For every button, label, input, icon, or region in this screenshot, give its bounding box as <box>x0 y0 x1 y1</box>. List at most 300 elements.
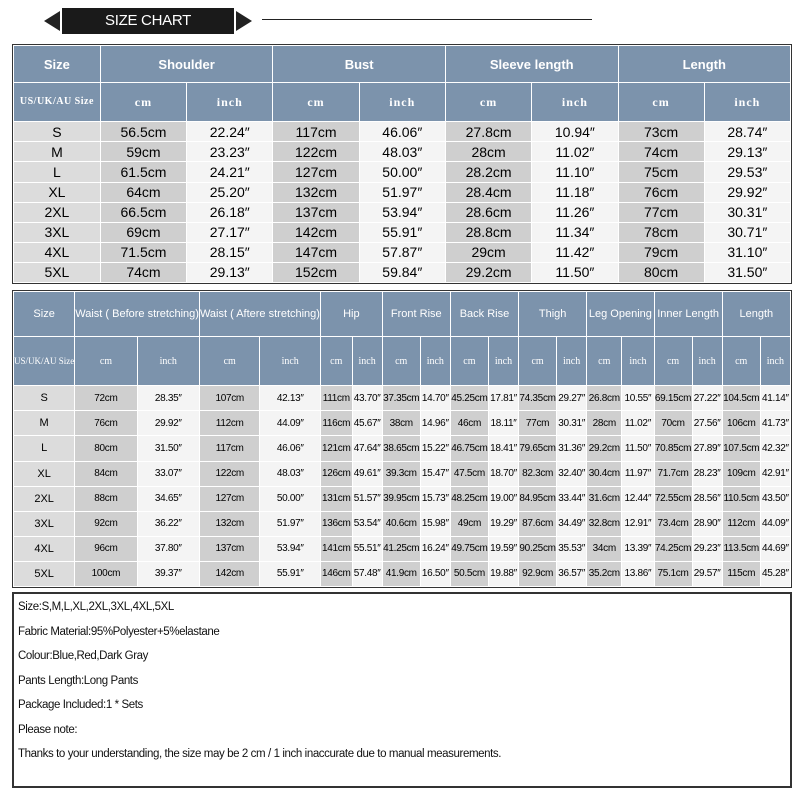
inch-cell: 11.02″ <box>532 142 617 161</box>
inch-cell: 49.61″ <box>353 462 382 486</box>
cm-cell: 104.5cm <box>723 386 760 410</box>
cm-cell: 48.25cm <box>451 487 488 511</box>
unit-header-cm: cm <box>587 337 621 385</box>
cm-cell: 117cm <box>273 122 358 141</box>
cm-cell: 26.8cm <box>587 386 621 410</box>
inch-cell: 15.98″ <box>421 512 450 536</box>
size-cell: S <box>14 386 74 410</box>
info-line: Pants Length:Long Pants <box>18 674 138 687</box>
cm-cell: 122cm <box>273 142 358 161</box>
inch-cell: 28.35″ <box>138 386 199 410</box>
inch-cell: 39.37″ <box>138 562 199 586</box>
unit-header-inch: inch <box>353 337 382 385</box>
header-divider <box>262 19 592 20</box>
cm-cell: 117cm <box>200 436 260 460</box>
inch-cell: 27.89″ <box>693 436 722 460</box>
cm-cell: 116cm <box>321 411 352 435</box>
info-line: Size:S,M,L,XL,2XL,3XL,4XL,5XL <box>18 601 174 613</box>
inch-cell: 10.55″ <box>622 386 653 410</box>
inch-cell: 27.56″ <box>693 411 722 435</box>
inch-cell: 50.00″ <box>360 162 445 181</box>
group-header: Inner Length <box>655 292 722 336</box>
inch-cell: 34.65″ <box>138 487 199 511</box>
unit-header-cm: cm <box>619 83 704 121</box>
inch-cell: 29.92″ <box>705 183 790 202</box>
cm-cell: 131cm <box>321 487 352 511</box>
table-row <box>14 562 790 586</box>
cm-cell: 56.5cm <box>101 122 186 141</box>
cm-cell: 75.1cm <box>655 562 692 586</box>
size-header: Size <box>14 46 100 82</box>
inch-cell: 46.06″ <box>360 122 445 141</box>
cm-cell: 66.5cm <box>101 203 186 222</box>
info-line: Colour:Blue,Red,Dark Gray <box>18 650 148 662</box>
group-header: Shoulder <box>101 46 273 82</box>
cm-cell: 146cm <box>321 562 352 586</box>
inch-cell: 13.86″ <box>622 562 653 586</box>
cm-cell: 72cm <box>75 386 136 410</box>
cm-cell: 122cm <box>200 462 260 486</box>
cm-cell: 71.7cm <box>655 462 692 486</box>
size-cell: 2XL <box>14 203 100 222</box>
table-row <box>14 462 790 486</box>
cm-cell: 80cm <box>619 263 704 282</box>
product-info-box <box>12 592 792 788</box>
inch-cell: 34.49″ <box>557 512 586 536</box>
cm-cell: 111cm <box>321 386 352 410</box>
inch-cell: 11.26″ <box>532 203 617 222</box>
inch-cell: 51.97″ <box>260 512 320 536</box>
cm-cell: 132cm <box>273 183 358 202</box>
cm-cell: 113.5cm <box>723 537 760 561</box>
inch-cell: 42.91″ <box>761 462 790 486</box>
size-sub-header: US/UK/AU Size <box>14 83 100 121</box>
table-row <box>14 162 790 181</box>
table-row <box>14 411 790 435</box>
unit-header-inch: inch <box>622 337 653 385</box>
info-line: Fabric Material:95%Polyester+5%elastane <box>18 625 220 638</box>
unit-header-inch: inch <box>360 83 445 121</box>
cm-cell: 28.6cm <box>446 203 531 222</box>
unit-header-inch: inch <box>705 83 790 121</box>
inch-cell: 19.29″ <box>489 512 518 536</box>
inch-cell: 19.00″ <box>489 487 518 511</box>
inch-cell: 44.09″ <box>761 512 790 536</box>
table-row <box>14 487 790 511</box>
unit-header-inch: inch <box>489 337 518 385</box>
cm-cell: 137cm <box>273 203 358 222</box>
inch-cell: 29.23″ <box>693 537 722 561</box>
cm-cell: 31.6cm <box>587 487 621 511</box>
size-cell: L <box>14 162 100 181</box>
table-row <box>14 263 790 282</box>
cm-cell: 79.65cm <box>519 436 556 460</box>
group-header: Thigh <box>519 292 586 336</box>
cm-cell: 152cm <box>273 263 358 282</box>
cm-cell: 100cm <box>75 562 136 586</box>
inch-cell: 15.22″ <box>421 436 450 460</box>
cm-cell: 39.95cm <box>383 487 420 511</box>
inch-cell: 30.31″ <box>557 411 586 435</box>
inch-cell: 16.50″ <box>421 562 450 586</box>
inch-cell: 29.27″ <box>557 386 586 410</box>
cm-cell: 126cm <box>321 462 352 486</box>
size-cell: 5XL <box>14 263 100 282</box>
cm-cell: 74.35cm <box>519 386 556 410</box>
inch-cell: 51.57″ <box>353 487 382 511</box>
inch-cell: 48.03″ <box>260 462 320 486</box>
cm-cell: 77cm <box>519 411 556 435</box>
unit-header-cm: cm <box>200 337 260 385</box>
inch-cell: 16.24″ <box>421 537 450 561</box>
bottom-table-group-header-row <box>14 292 790 336</box>
inch-cell: 57.48″ <box>353 562 382 586</box>
cm-cell: 38cm <box>383 411 420 435</box>
cm-cell: 78cm <box>619 223 704 242</box>
unit-header-cm: cm <box>446 83 531 121</box>
cm-cell: 137cm <box>200 537 260 561</box>
cm-cell: 64cm <box>101 183 186 202</box>
inch-cell: 33.07″ <box>138 462 199 486</box>
group-header: Bust <box>273 46 445 82</box>
inch-cell: 55.91″ <box>360 223 445 242</box>
cm-cell: 70.85cm <box>655 436 692 460</box>
cm-cell: 47.5cm <box>451 462 488 486</box>
cm-cell: 87.6cm <box>519 512 556 536</box>
inch-cell: 51.97″ <box>360 183 445 202</box>
cm-cell: 90.25cm <box>519 537 556 561</box>
cm-cell: 115cm <box>723 562 760 586</box>
cm-cell: 84cm <box>75 462 136 486</box>
table-row <box>14 243 790 262</box>
inch-cell: 44.09″ <box>260 411 320 435</box>
cm-cell: 37.35cm <box>383 386 420 410</box>
size-sub-header: US/UK/AU Size <box>14 337 74 385</box>
inch-cell: 29.53″ <box>705 162 790 181</box>
cm-cell: 73.4cm <box>655 512 692 536</box>
cm-cell: 109cm <box>723 462 760 486</box>
cm-cell: 28.2cm <box>446 162 531 181</box>
cm-cell: 92.9cm <box>519 562 556 586</box>
cm-cell: 30.4cm <box>587 462 621 486</box>
unit-header-inch: inch <box>421 337 450 385</box>
cm-cell: 74.25cm <box>655 537 692 561</box>
inch-cell: 15.47″ <box>421 462 450 486</box>
inch-cell: 29.13″ <box>187 263 272 282</box>
top-table-group-header-row <box>14 46 790 82</box>
inch-cell: 15.73″ <box>421 487 450 511</box>
inch-cell: 18.11″ <box>489 411 518 435</box>
group-header: Sleeve length <box>446 46 618 82</box>
unit-header-inch: inch <box>260 337 320 385</box>
cm-cell: 74cm <box>101 263 186 282</box>
size-cell: M <box>14 411 74 435</box>
cm-cell: 40.6cm <box>383 512 420 536</box>
cm-cell: 29.2cm <box>446 263 531 282</box>
table-row <box>14 537 790 561</box>
inch-cell: 13.39″ <box>622 537 653 561</box>
group-header: Waist ( Before stretching) <box>75 292 199 336</box>
inch-cell: 30.71″ <box>705 223 790 242</box>
cm-cell: 121cm <box>321 436 352 460</box>
unit-header-inch: inch <box>693 337 722 385</box>
group-header: Leg Opening <box>587 292 653 336</box>
table-row <box>14 183 790 202</box>
inch-cell: 43.50″ <box>761 487 790 511</box>
cm-cell: 76cm <box>619 183 704 202</box>
cm-cell: 107cm <box>200 386 260 410</box>
inch-cell: 41.14″ <box>761 386 790 410</box>
inch-cell: 18.70″ <box>489 462 518 486</box>
unit-header-inch: inch <box>761 337 790 385</box>
cm-cell: 127cm <box>273 162 358 181</box>
group-header: Back Rise <box>451 292 518 336</box>
inch-cell: 22.24″ <box>187 122 272 141</box>
banner-right-arrow-icon <box>236 11 252 31</box>
size-cell: 4XL <box>14 537 74 561</box>
inch-cell: 53.54″ <box>353 512 382 536</box>
inch-cell: 31.50″ <box>138 436 199 460</box>
cm-cell: 80cm <box>75 436 136 460</box>
inch-cell: 37.80″ <box>138 537 199 561</box>
cm-cell: 28cm <box>446 142 531 161</box>
table-row <box>14 436 790 460</box>
inch-cell: 18.41″ <box>489 436 518 460</box>
inch-cell: 19.88″ <box>489 562 518 586</box>
size-cell: 5XL <box>14 562 74 586</box>
unit-header-cm: cm <box>451 337 488 385</box>
inch-cell: 46.06″ <box>260 436 320 460</box>
group-header: Front Rise <box>383 292 450 336</box>
size-cell: M <box>14 142 100 161</box>
group-header: Length <box>723 292 790 336</box>
cm-cell: 32.8cm <box>587 512 621 536</box>
cm-cell: 59cm <box>101 142 186 161</box>
inch-cell: 35.53″ <box>557 537 586 561</box>
size-cell: 3XL <box>14 223 100 242</box>
inch-cell: 28.74″ <box>705 122 790 141</box>
cm-cell: 110.5cm <box>723 487 760 511</box>
inch-cell: 36.57″ <box>557 562 586 586</box>
cm-cell: 29cm <box>446 243 531 262</box>
inch-cell: 55.91″ <box>260 562 320 586</box>
cm-cell: 88cm <box>75 487 136 511</box>
cm-cell: 142cm <box>200 562 260 586</box>
cm-cell: 107.5cm <box>723 436 760 460</box>
inch-cell: 10.94″ <box>532 122 617 141</box>
cm-cell: 38.65cm <box>383 436 420 460</box>
inch-cell: 23.23″ <box>187 142 272 161</box>
cm-cell: 73cm <box>619 122 704 141</box>
inch-cell: 26.18″ <box>187 203 272 222</box>
inch-cell: 50.00″ <box>260 487 320 511</box>
inch-cell: 11.10″ <box>532 162 617 181</box>
unit-header-cm: cm <box>321 337 352 385</box>
inch-cell: 28.15″ <box>187 243 272 262</box>
inch-cell: 11.97″ <box>622 462 653 486</box>
cm-cell: 76cm <box>75 411 136 435</box>
cm-cell: 45.25cm <box>451 386 488 410</box>
cm-cell: 72.55cm <box>655 487 692 511</box>
inch-cell: 11.34″ <box>532 223 617 242</box>
inch-cell: 14.96″ <box>421 411 450 435</box>
inch-cell: 42.32″ <box>761 436 790 460</box>
cm-cell: 106cm <box>723 411 760 435</box>
inch-cell: 11.18″ <box>532 183 617 202</box>
bottom-table-unit-header-row <box>14 337 790 385</box>
table-row <box>14 386 790 410</box>
size-header: Size <box>14 292 74 336</box>
cm-cell: 27.8cm <box>446 122 531 141</box>
cm-cell: 141cm <box>321 537 352 561</box>
table-row <box>14 203 790 222</box>
unit-header-cm: cm <box>75 337 136 385</box>
cm-cell: 29.2cm <box>587 436 621 460</box>
inch-cell: 45.28″ <box>761 562 790 586</box>
cm-cell: 41.9cm <box>383 562 420 586</box>
cm-cell: 84.95cm <box>519 487 556 511</box>
unit-header-cm: cm <box>519 337 556 385</box>
cm-cell: 112cm <box>723 512 760 536</box>
inch-cell: 57.87″ <box>360 243 445 262</box>
bottom-size-table <box>13 291 791 587</box>
unit-header-inch: inch <box>138 337 199 385</box>
size-chart-banner <box>44 8 250 34</box>
unit-header-cm: cm <box>101 83 186 121</box>
inch-cell: 59.84″ <box>360 263 445 282</box>
cm-cell: 127cm <box>200 487 260 511</box>
inch-cell: 31.10″ <box>705 243 790 262</box>
cm-cell: 39.3cm <box>383 462 420 486</box>
cm-cell: 69cm <box>101 223 186 242</box>
cm-cell: 71.5cm <box>101 243 186 262</box>
inch-cell: 53.94″ <box>360 203 445 222</box>
size-cell: XL <box>14 183 100 202</box>
cm-cell: 50.5cm <box>451 562 488 586</box>
inch-cell: 28.23″ <box>693 462 722 486</box>
inch-cell: 11.50″ <box>532 263 617 282</box>
inch-cell: 32.40″ <box>557 462 586 486</box>
inch-cell: 29.13″ <box>705 142 790 161</box>
cm-cell: 46cm <box>451 411 488 435</box>
inch-cell: 30.31″ <box>705 203 790 222</box>
group-header: Length <box>619 46 790 82</box>
cm-cell: 74cm <box>619 142 704 161</box>
inch-cell: 11.02″ <box>622 411 653 435</box>
cm-cell: 61.5cm <box>101 162 186 181</box>
cm-cell: 112cm <box>200 411 260 435</box>
inch-cell: 27.17″ <box>187 223 272 242</box>
unit-header-inch: inch <box>532 83 617 121</box>
cm-cell: 46.75cm <box>451 436 488 460</box>
cm-cell: 49.75cm <box>451 537 488 561</box>
cm-cell: 28cm <box>587 411 621 435</box>
top-size-table <box>13 45 791 283</box>
info-line: Please note: <box>18 723 78 736</box>
cm-cell: 147cm <box>273 243 358 262</box>
inch-cell: 33.44″ <box>557 487 586 511</box>
cm-cell: 49cm <box>451 512 488 536</box>
cm-cell: 142cm <box>273 223 358 242</box>
cm-cell: 69.15cm <box>655 386 692 410</box>
cm-cell: 79cm <box>619 243 704 262</box>
unit-header-cm: cm <box>273 83 358 121</box>
inch-cell: 28.56″ <box>693 487 722 511</box>
inch-cell: 48.03″ <box>360 142 445 161</box>
inch-cell: 31.36″ <box>557 436 586 460</box>
size-cell: 3XL <box>14 512 74 536</box>
inch-cell: 11.42″ <box>532 243 617 262</box>
cm-cell: 28.4cm <box>446 183 531 202</box>
cm-cell: 70cm <box>655 411 692 435</box>
inch-cell: 45.67″ <box>353 411 382 435</box>
cm-cell: 34cm <box>587 537 621 561</box>
size-cell: S <box>14 122 100 141</box>
inch-cell: 47.64″ <box>353 436 382 460</box>
page-title: SIZE CHART <box>62 8 234 34</box>
inch-cell: 42.13″ <box>260 386 320 410</box>
group-header: Hip <box>321 292 382 336</box>
cm-cell: 41.25cm <box>383 537 420 561</box>
inch-cell: 41.73″ <box>761 411 790 435</box>
inch-cell: 12.44″ <box>622 487 653 511</box>
cm-cell: 92cm <box>75 512 136 536</box>
info-line: Thanks to your understanding, the size may be 2 cm / 1 inch inaccurate due to manual measurements. <box>18 748 502 760</box>
cm-cell: 28.8cm <box>446 223 531 242</box>
size-cell: XL <box>14 462 74 486</box>
cm-cell: 132cm <box>200 512 260 536</box>
cm-cell: 82.3cm <box>519 462 556 486</box>
table-row <box>14 223 790 242</box>
inch-cell: 25.20″ <box>187 183 272 202</box>
inch-cell: 36.22″ <box>138 512 199 536</box>
unit-header-inch: inch <box>187 83 272 121</box>
inch-cell: 24.21″ <box>187 162 272 181</box>
info-line: Package Included:1 * Sets <box>18 699 143 711</box>
inch-cell: 44.69″ <box>761 537 790 561</box>
inch-cell: 19.59″ <box>489 537 518 561</box>
inch-cell: 28.90″ <box>693 512 722 536</box>
size-cell: 2XL <box>14 487 74 511</box>
inch-cell: 29.57″ <box>693 562 722 586</box>
unit-header-cm: cm <box>723 337 760 385</box>
table-row <box>14 122 790 141</box>
size-cell: L <box>14 436 74 460</box>
top-table-unit-header-row <box>14 83 790 121</box>
unit-header-cm: cm <box>383 337 420 385</box>
inch-cell: 43.70″ <box>353 386 382 410</box>
group-header: Waist ( Aftere stretching) <box>200 292 320 336</box>
cm-cell: 77cm <box>619 203 704 222</box>
inch-cell: 12.91″ <box>622 512 653 536</box>
table-row <box>14 512 790 536</box>
cm-cell: 96cm <box>75 537 136 561</box>
unit-header-cm: cm <box>655 337 692 385</box>
inch-cell: 11.50″ <box>622 436 653 460</box>
cm-cell: 75cm <box>619 162 704 181</box>
inch-cell: 55.51″ <box>353 537 382 561</box>
inch-cell: 53.94″ <box>260 537 320 561</box>
unit-header-inch: inch <box>557 337 586 385</box>
inch-cell: 31.50″ <box>705 263 790 282</box>
size-cell: 4XL <box>14 243 100 262</box>
inch-cell: 29.92″ <box>138 411 199 435</box>
table-row <box>14 142 790 161</box>
banner-left-arrow-icon <box>44 11 60 31</box>
inch-cell: 27.22″ <box>693 386 722 410</box>
inch-cell: 14.70″ <box>421 386 450 410</box>
inch-cell: 17.81″ <box>489 386 518 410</box>
